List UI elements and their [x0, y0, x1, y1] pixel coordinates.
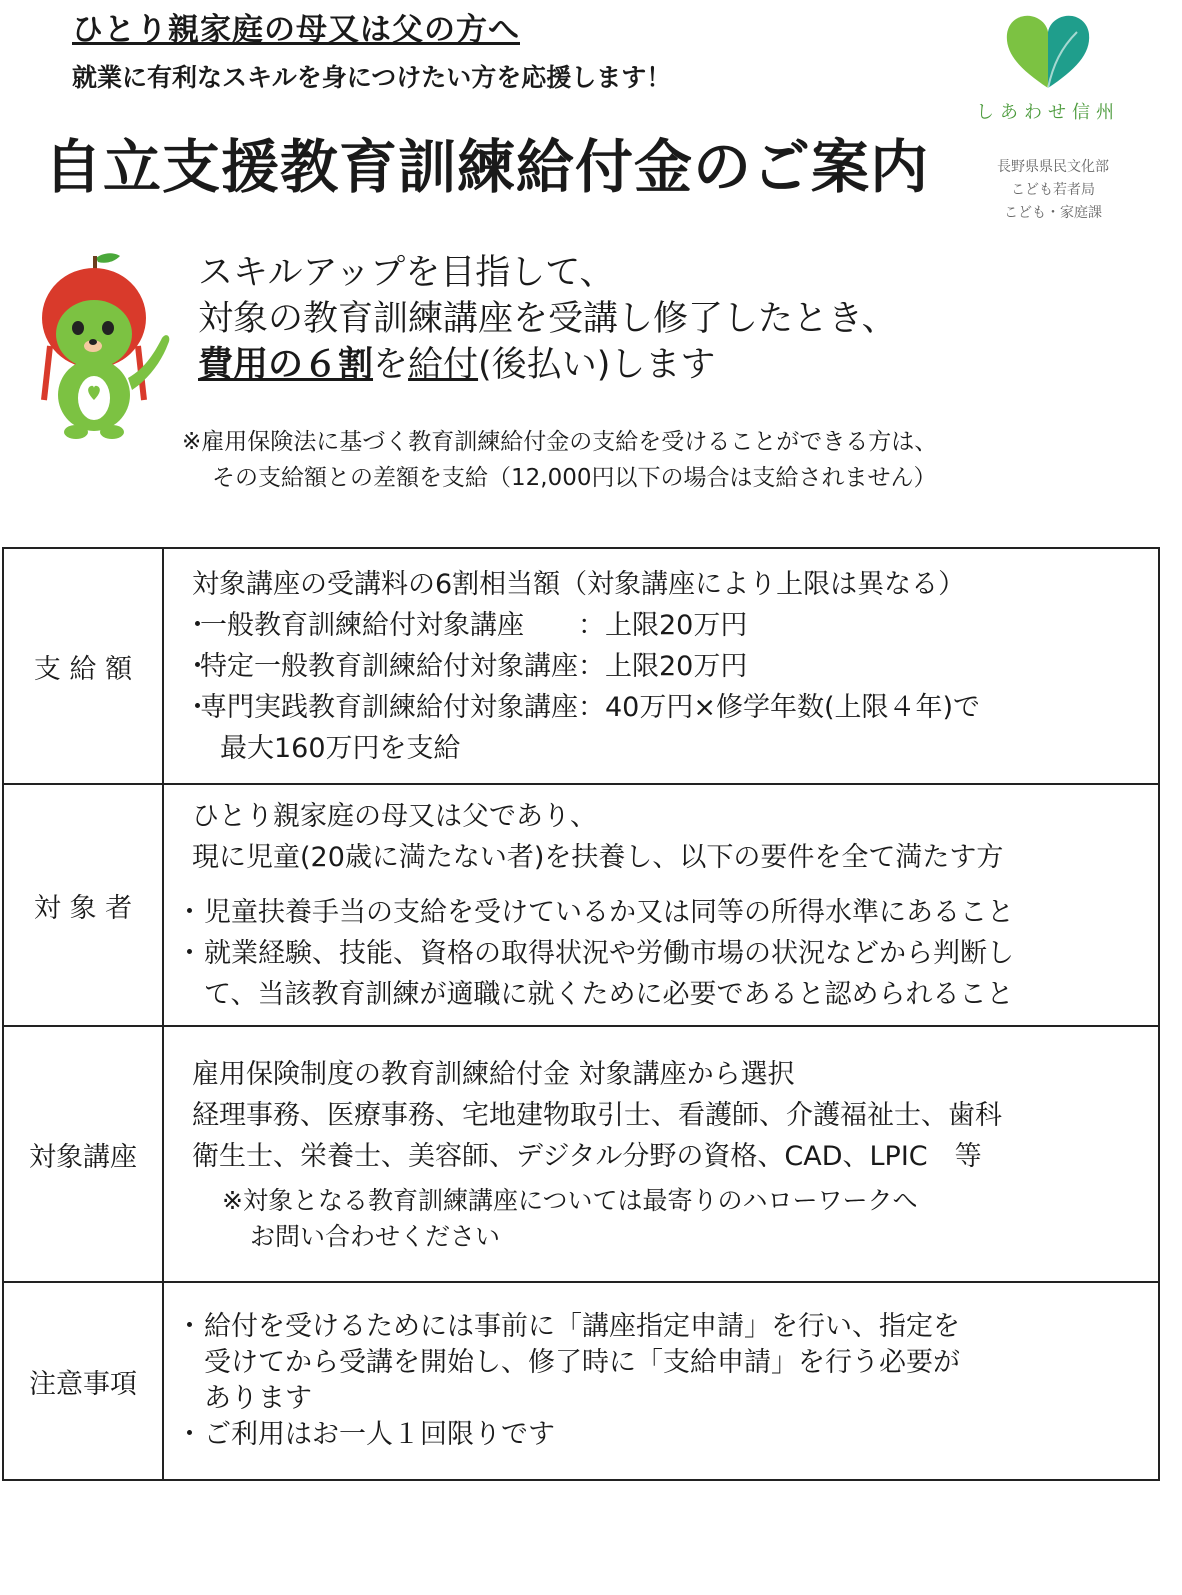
table-row-notes — [3, 1282, 1159, 1480]
table-row-courses — [3, 1026, 1159, 1282]
table-row-amount — [3, 548, 1159, 784]
courses-line-2: 経理事務、医療事務、宅地建物取引士、看護師、介護福祉士、歯科 — [192, 1099, 1002, 1131]
amount-bullet-specific: ・ 特定一般教育訓練給付対象講座：上限20万円 — [192, 646, 1148, 687]
row-label-notes: 注意事項 — [3, 1282, 163, 1480]
intro-tail: (後払い)します — [478, 345, 716, 385]
intro-line-2: 対象の教育訓練講座を受講し修了したとき、 — [198, 299, 897, 339]
org-bureau: こども若者局 — [1011, 182, 1095, 198]
notes-bullet-application-cont-2: あります — [204, 1383, 312, 1414]
notes-bullet-application-cont-1: 受けてから受講を開始し、修了時に「支給申請」を行う必要が — [204, 1347, 960, 1378]
intro-message — [198, 250, 897, 388]
heart-leaf-icon — [1003, 10, 1093, 92]
employment-insurance-note — [182, 424, 937, 496]
row-content-notes — [163, 1282, 1159, 1480]
info-table — [2, 547, 1160, 1481]
row-label-amount: 支 給 額 — [3, 548, 163, 784]
intro-emphasis: 費用の６割 — [198, 345, 374, 385]
eligible-line-2: 現に児童(20歳に満たない者)を扶養し、以下の要件を全て満たす方 — [192, 841, 1004, 873]
intro-line-3 — [198, 342, 897, 388]
note-line-2: その支給額との差額を支給（12,000円以下の場合は支給されません） — [212, 465, 937, 491]
row-content-courses — [163, 1026, 1159, 1282]
org-department: 長野県県民文化部 — [997, 159, 1109, 175]
courses-note-1: ※対象となる教育訓練講座については最寄りのハローワークへ — [222, 1185, 918, 1215]
shiawase-shinshu-logo — [968, 10, 1128, 124]
row-content-eligible — [163, 784, 1159, 1026]
audience-heading: ひとり親家庭の母又は父の方へ — [72, 12, 520, 48]
notes-bullet-once: ・ ご利用はお一人１回限りです — [184, 1417, 1148, 1453]
subtitle: 就業に有利なスキルを身につけたい方を応援します！ — [72, 63, 672, 92]
eligible-bullet-necessity-cont: て、当該教育訓練が適職に就くために必要であると認められること — [204, 978, 1014, 1010]
page-title: 自立支援教育訓練給付金のご案内 — [44, 133, 930, 201]
apple-bear-mascot-icon — [36, 250, 176, 440]
row-label-courses: 対象講座 — [3, 1026, 163, 1282]
table-row-eligible — [3, 784, 1159, 1026]
intro-underlined: 給付 — [408, 345, 479, 385]
row-content-amount — [163, 548, 1159, 784]
intro-line-1: スキルアップを目指して、 — [198, 253, 615, 293]
eligible-line-1: ひとり親家庭の母又は父であり、 — [192, 800, 597, 832]
courses-note-2: お問い合わせください — [250, 1221, 501, 1251]
intro-particle: を — [373, 345, 409, 385]
amount-bullet-professional-cont: 最大160万円を支給 — [220, 732, 461, 764]
note-line-1: ※雇用保険法に基づく教育訓練給付金の支給を受けることができる方は、 — [182, 429, 938, 455]
amount-bullet-general: ・ 一般教育訓練給付対象講座 ：上限20万円 — [192, 605, 1148, 646]
amount-bullet-professional: ・ 専門実践教育訓練給付対象講座：40万円×修学年数(上限４年)で — [192, 687, 1148, 728]
logo-text: しあわせ信州 — [976, 102, 1120, 123]
organization-block — [978, 156, 1128, 225]
notes-bullet-application: ・ 給付を受けるためには事前に「講座指定申請」を行い、指定を — [184, 1309, 1148, 1345]
eligible-bullet-income: ・ 児童扶養手当の支給を受けているか又は同等の所得水準にあること — [184, 892, 1148, 933]
row-label-eligible: 対 象 者 — [3, 784, 163, 1026]
amount-summary: 対象講座の受講料の6割相当額（対象講座により上限は異なる） — [192, 568, 966, 600]
org-division: こども・家庭課 — [1004, 205, 1102, 221]
eligible-bullet-necessity: ・ 就業経験、技能、資格の取得状況や労働市場の状況などから判断し — [184, 933, 1148, 974]
courses-line-3: 衛生士、栄養士、美容師、デジタル分野の資格、CAD、LPIC 等 — [192, 1140, 982, 1172]
courses-line-1: 雇用保険制度の教育訓練給付金 対象講座から選択 — [192, 1058, 795, 1090]
